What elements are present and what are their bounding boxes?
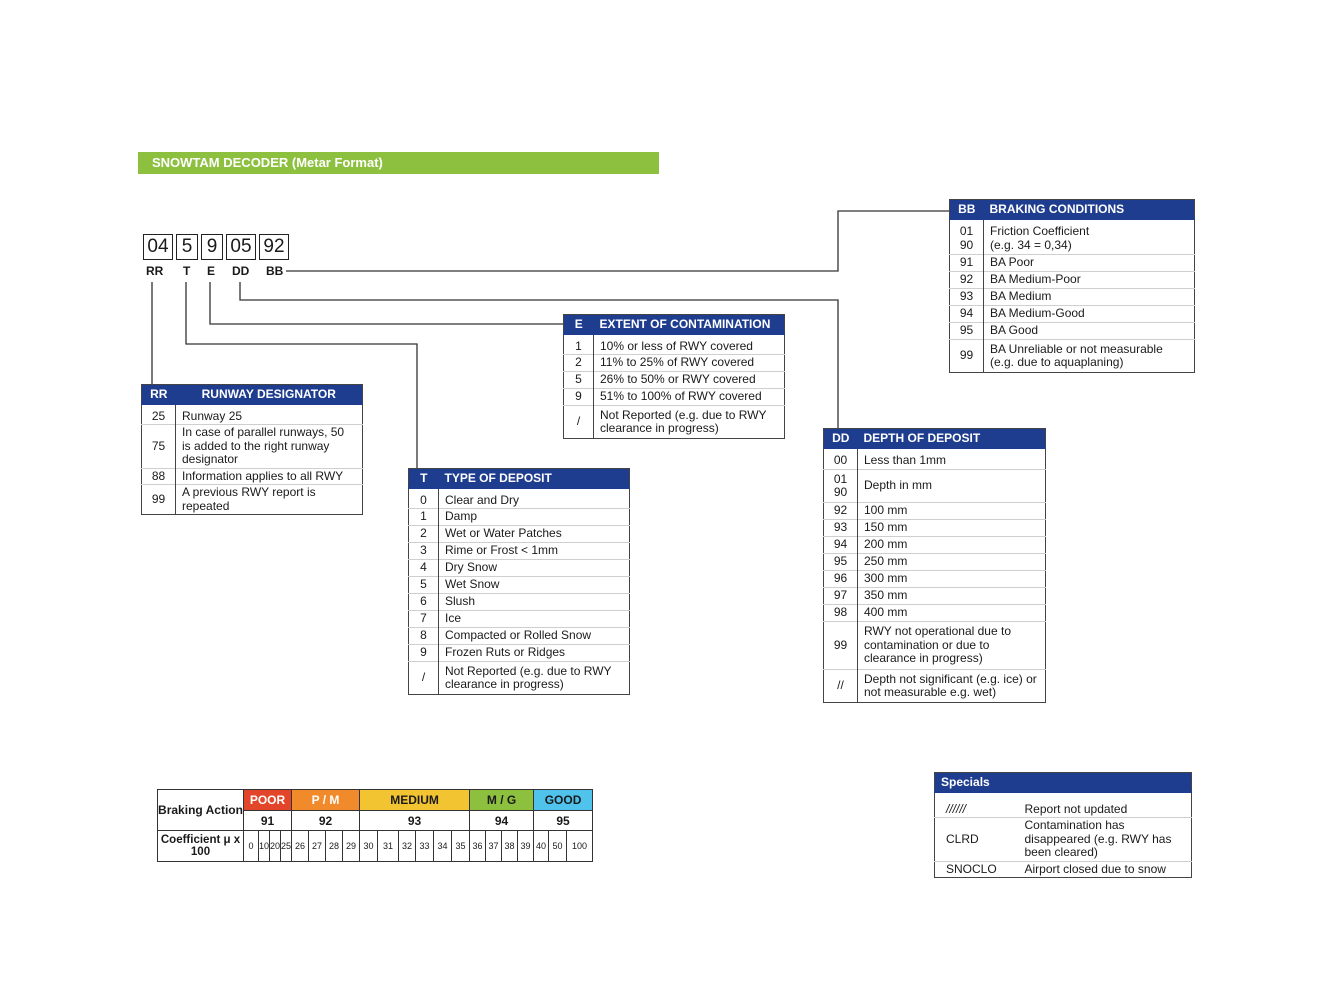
row-code: 8 [409,628,439,645]
braking-title: BRAKING CONDITIONS [984,200,1195,219]
table-row [564,372,785,389]
row-description: Depth not significant (e.g. ice) or not measurable e.g. wet) [858,670,1046,703]
coefficient-value: 26 [292,831,309,862]
braking-action-scale [157,789,593,862]
special-code: ////// [946,801,967,816]
braking-key-header: BB [950,200,984,219]
table-row [824,503,1046,520]
code-e: 9 [201,234,223,260]
row-description: 11% to 25% of RWY covered [594,355,785,372]
table-row [409,526,630,543]
row-description: 150 mm [858,520,1046,537]
row-code: 92 [824,503,858,520]
coefficient-value: 25 [281,831,292,862]
row-description: Depth in mm [858,470,1046,503]
table-row [824,622,1046,670]
row-description: A previous RWY report is repeated [176,485,363,515]
braking-code-4: 95 [534,811,593,831]
connector-bb [286,211,950,271]
braking-conditions-table [949,199,1195,373]
braking-category-2: MEDIUM [360,790,470,811]
table-row [409,543,630,560]
row-description: BA Medium-Good [984,306,1195,323]
runway-designator-table [141,384,363,515]
table-row [142,409,363,425]
row-description: Rime or Frost < 1mm [439,543,630,560]
row-description: Frozen Ruts or Ridges [439,645,630,662]
row-description: BA Medium [984,289,1195,306]
coefficient-value: 100 [567,831,593,862]
coefficient-value: 36 [470,831,486,862]
row-code: 5 [564,372,594,389]
row-code: 94 [950,306,984,323]
row-description: BA Unreliable or not measurable (e.g. due to aquaplaning) [984,340,1195,373]
table-row [824,520,1046,537]
coefficient-value: 35 [452,831,470,862]
coefficient-value: 31 [378,831,399,862]
row-description: Less than 1mm [864,453,947,467]
deposit-key-header: T [409,469,439,488]
row-code: 1 [409,509,439,526]
code-bb: 92 [259,234,289,260]
coefficient-value: 37 [486,831,502,862]
row-code: 01 90 [824,470,858,503]
coefficient-value: 28 [326,831,343,862]
row-code: 2 [409,526,439,543]
row-code: / [564,406,594,439]
row-description: 51% to 100% of RWY covered [594,389,785,406]
braking-category-0: POOR [244,790,292,811]
row-description: Wet Snow [439,577,630,594]
label-rr: RR [146,264,164,278]
runway-title: RUNWAY DESIGNATOR [176,385,363,404]
table-row [950,289,1195,306]
page-title: SNOWTAM DECODER (Metar Format) [138,152,659,174]
label-bb: BB [266,264,284,278]
row-code: 92 [950,272,984,289]
table-row [409,645,630,662]
row-description: Dry Snow [439,560,630,577]
row-code: 95 [950,323,984,340]
label-dd: DD [232,264,250,278]
row-code: 9 [409,645,439,662]
row-code: 99 [950,340,984,373]
depth-title: DEPTH OF DEPOSIT [858,429,1046,448]
coefficient-value: 34 [434,831,452,862]
row-code: 91 [950,255,984,272]
depth-of-deposit-table [823,428,1046,703]
row-description: BA Poor [984,255,1195,272]
row-code: 75 [142,425,176,469]
label-e: E [207,264,216,278]
braking-code-3: 94 [470,811,534,831]
table-row [142,468,363,485]
row-code: 96 [824,571,858,588]
row-code: 94 [824,537,858,554]
table-row [409,493,630,509]
braking-category-3: M / G [470,790,534,811]
special-code: CLRD [935,818,1019,862]
table-row [935,861,1192,878]
coefficient-label: Coefficient μ x 100 [158,831,244,862]
type-of-deposit-table [408,468,630,695]
row-code: 1 [564,339,594,355]
row-description: Ice [439,611,630,628]
braking-code-2: 93 [360,811,470,831]
row-code: 5 [409,577,439,594]
row-code: 93 [950,289,984,306]
specials-table [934,772,1192,878]
row-description: Wet or Water Patches [439,526,630,543]
table-row [142,425,363,469]
row-description: 200 mm [858,537,1046,554]
row-code: 95 [824,554,858,571]
row-description: 300 mm [858,571,1046,588]
table-row [409,509,630,526]
coefficient-value: 39 [518,831,534,862]
table-row [409,560,630,577]
extent-title: EXTENT OF CONTAMINATION [594,315,785,334]
table-row [142,485,363,515]
row-description: 100 mm [858,503,1046,520]
row-code: 9 [564,389,594,406]
row-code: // [824,670,858,703]
row-code: 25 [142,409,176,425]
row-description: Not Reported (e.g. due to RWY clearance in progress) [439,662,630,695]
row-description: Not Reported (e.g. due to RWY clearance in progress) [594,406,785,439]
coefficient-value: 50 [549,831,567,862]
specials-title: Specials [935,773,1192,792]
code-dd: 05 [226,234,256,260]
row-code: 93 [824,520,858,537]
table-row [409,628,630,645]
special-description: Contamination has disappeared (e.g. RWY has been cleared) [1019,818,1192,862]
table-row [935,797,1192,818]
table-row [950,255,1195,272]
table-row [950,323,1195,340]
table-row [564,389,785,406]
deposit-title: TYPE OF DEPOSIT [439,469,630,488]
braking-code-1: 92 [292,811,360,831]
coefficient-value: 30 [360,831,378,862]
row-description: In case of parallel runways, 50 is added to the right runway designator [176,425,363,469]
coefficient-value: 27 [309,831,326,862]
row-code: 7 [409,611,439,628]
coefficient-value: 20 [270,831,281,862]
row-description: Compacted or Rolled Snow [439,628,630,645]
row-code: 99 [142,485,176,515]
table-row [409,611,630,628]
table-row [824,588,1046,605]
row-code: 2 [564,355,594,372]
row-description: 350 mm [858,588,1046,605]
braking-code-0: 91 [244,811,292,831]
table-row [824,470,1046,503]
row-code: 88 [142,468,176,485]
special-code: SNOCLO [935,861,1019,878]
coefficient-value: 10 [259,831,270,862]
coefficient-value: 32 [399,831,416,862]
row-code: 99 [824,622,858,670]
coefficient-value: 40 [534,831,549,862]
special-description: Airport closed due to snow [1019,861,1192,878]
extent-key-header: E [564,315,594,334]
row-description: Slush [439,594,630,611]
row-code: 6 [409,594,439,611]
row-code: 0 [409,493,439,509]
row-description: Clear and Dry [445,492,520,507]
row-description: 250 mm [858,554,1046,571]
braking-category-1: P / M [292,790,360,811]
table-row [409,594,630,611]
table-row [824,453,1046,470]
extent-of-contamination-table [563,314,785,439]
coefficient-value: 38 [502,831,518,862]
table-row [409,577,630,594]
runway-key-header: RR [142,385,176,404]
table-row [824,605,1046,622]
table-row [564,355,785,372]
row-code: 3 [409,543,439,560]
table-row [824,537,1046,554]
table-row [935,818,1192,862]
table-row [564,339,785,355]
table-row [564,406,785,439]
table-row [824,670,1046,703]
code-t: 5 [176,234,198,260]
row-code: 00 [824,453,858,470]
row-description: Friction Coefficient (e.g. 34 = 0,34) [990,224,1090,252]
connector-e [210,282,564,324]
code-rr: 04 [143,234,173,260]
label-t: T [183,264,191,278]
row-description: Information applies to all RWY [176,468,363,485]
table-row [824,571,1046,588]
row-description: BA Good [984,323,1195,340]
row-code: 4 [409,560,439,577]
braking-action-label: Braking Action [158,790,244,831]
special-description: Report not updated [1024,801,1128,816]
table-row [409,662,630,695]
row-description: 26% to 50% or RWY covered [594,372,785,389]
row-description: 10% or less of RWY covered [600,338,753,353]
table-row [950,306,1195,323]
table-row [950,340,1195,373]
coefficient-value: 0 [244,831,259,862]
row-description: RWY not operational due to contamination or due to clearance in progress) [858,622,1046,670]
coefficient-value: 29 [343,831,360,862]
row-description: Runway 25 [182,408,243,423]
row-code: 01 90 [950,224,984,255]
row-description: BA Medium-Poor [984,272,1195,289]
row-description: Damp [439,509,630,526]
braking-category-4: GOOD [534,790,593,811]
row-code: 98 [824,605,858,622]
row-code: 97 [824,588,858,605]
coefficient-value: 33 [416,831,434,862]
row-description: 400 mm [858,605,1046,622]
table-row [950,224,1195,255]
table-row [950,272,1195,289]
depth-key-header: DD [824,429,858,448]
row-code: / [409,662,439,695]
table-row [824,554,1046,571]
